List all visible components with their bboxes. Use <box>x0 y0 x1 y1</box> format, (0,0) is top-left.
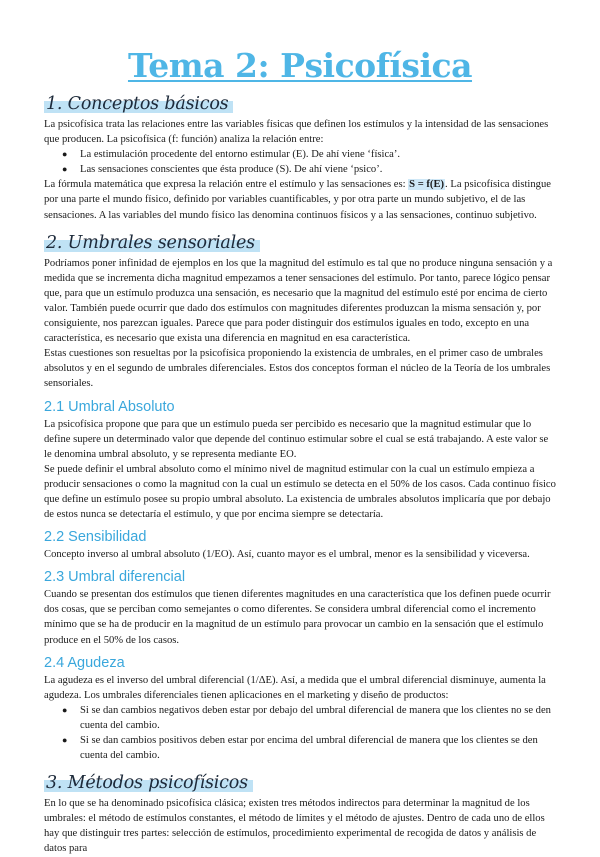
subsection-heading: 2.3 Umbral diferencial <box>44 569 186 586</box>
formula-highlight: S = f(E) <box>409 179 445 191</box>
paragraph: Podríamos poner infinidad de ejemplos en los que la magnitud del estímulo es tal que no produce ninguna sensación y a medida que se incrementa dicha magnitud empezamos a tener sensaciones del estímulo. Por tanto, parece lógico pensar que, para que un estímulo produzca una sensación, es necesario que la magnitud del estímulo esté por encima de cierto valor. También puede ocurrir que dado dos estímulos con magnitudes diferentes produzcan la misma sensación y, por consiguiente, nos parezcan iguales. Parece que para poder distinguir dos estímulos iguales en todo, excepto en una característica, es necesario que exista una diferencia en magnitud en esa característica. <box>44 257 553 345</box>
section-heading: 2. Umbrales sensoriales <box>44 231 260 254</box>
bullet-icon: ● <box>62 735 68 745</box>
paragraph-text: La fórmula matemática que expresa la relación entre el estímulo y las sensaciones es: <box>44 179 409 191</box>
list-item-text: La estimulación procedente del entorno estimular (E). De ahí viene ‘física’. <box>80 149 401 161</box>
section-heading: 1. Conceptos básicos <box>44 92 233 115</box>
subsection-heading: 2.4 Agudeza <box>44 654 125 671</box>
paragraph: Cuando se presentan dos estímulos que tienen diferentes magnitudes en una característica que los definen puede ocurrir dos cosas, que se perciban como semejantes o como diferentes. Se considera umbral diferencial como el incremento mínimo que se ha de producir en la magnitud de un estímulo para provocar un cambio en la sensación que el estímulo produce en el 50% de los casos. <box>44 589 551 646</box>
list-item <box>62 162 556 177</box>
paragraph: Estas cuestiones son resueltas por la psicofísica proponiendo la existencia de umbrales, en el primer caso de umbrales absolutos y en el segundo de umbrales diferenciales. Estos dos conceptos forman el núcleo de la Teoría de los umbrales sensoriales. <box>44 348 551 390</box>
subsection-heading: 2.1 Umbral Absoluto <box>44 398 175 415</box>
bullet-list <box>44 703 556 763</box>
paragraph-text: . La psicofísica distingue por una parte el mundo físico, definido por variables cuantificables, y por otra parte un mundo subjetivo, el de las sensaciones. A las variables del mundo físico las denomina continuos físicos y a las sensaciones, continuo subjetivo. <box>44 179 551 221</box>
paragraph: En lo que se ha denominado psicofísica clásica; existen tres métodos indirectos para determinar la magnitud de los umbrales: el método de estímulos constantes, el método de límites y el método de ajustes. Dentro de cada uno de ellos hay que distinguir tres partes: selección de estímulos, procedimiento experimental de recogida de datos y análisis de datos para <box>44 798 545 855</box>
section-umbrales-sensoriales <box>44 231 556 764</box>
paragraph: La psicofísica trata las relaciones entre las variables físicas que definen los estímulos y la intensidad de las sensaciones que producen. La psicofísica (f: función) analiza la relación entre: <box>44 119 549 146</box>
section-conceptos-basicos <box>44 92 556 223</box>
document-body <box>44 92 556 857</box>
list-item-text: Las sensaciones conscientes que ésta produce (S). De ahí viene ‘psico’. <box>80 164 383 176</box>
paragraph <box>44 177 556 222</box>
list-item <box>62 733 556 763</box>
paragraph: La psicofísica propone que para que un estímulo pueda ser percibido es necesario que la magnitud estimular que lo define supere un determinado valor que depende del continuo estimular sobre el cual se está trabajando. A este valor se le denomina umbral absoluto, y se representa mediante EO. <box>44 418 549 460</box>
paragraph: Se puede definir el umbral absoluto como el mínimo nivel de magnitud estimular con la cual un estímulo empieza a producir sensaciones o como la magnitud con la cual un estímulo se detecta en el 50% de los casos. Cada continuo físico que define un estímulo posee su propio umbral absoluto. La existencia de umbrales absolutos implicaría que por debajo de estos nunca se detectaría el estímulo, y que por encima siempre se detectaría. <box>44 463 556 521</box>
page-title: Tema 2: Psicofísica <box>127 46 473 85</box>
bullet-icon: ● <box>62 164 68 175</box>
list-item <box>62 147 556 162</box>
paragraph: Concepto inverso al umbral absoluto (1/EO). Así, cuanto mayor es el umbral, menor es la sensibilidad y viceversa. <box>44 549 530 561</box>
paragraph: La agudeza es el inverso del umbral diferencial (1/ΔE). Así, a medida que el umbral diferencial disminuye, aumenta la agudeza. Los umbrales diferenciales tienen aplicaciones en el marketing y diseño de productos: <box>44 674 546 701</box>
bullet-icon: ● <box>62 149 68 160</box>
list-item <box>62 703 556 733</box>
subsection-heading: 2.2 Sensibilidad <box>44 529 147 546</box>
bullet-list <box>44 147 556 177</box>
section-metodos-psicofisicos <box>44 771 556 856</box>
list-item-text: Si se dan cambios negativos deben estar por debajo del umbral diferencial de manera que los clientes no se den cuenta del cambio. <box>80 704 551 731</box>
bullet-icon: ● <box>62 704 68 715</box>
section-heading: 3. Métodos psicofísicos <box>44 771 253 794</box>
list-item-text: Si se dan cambios positivos deben estar por encima del umbral diferencial de manera que los clientes se den cuenta del cambio. <box>80 735 538 762</box>
